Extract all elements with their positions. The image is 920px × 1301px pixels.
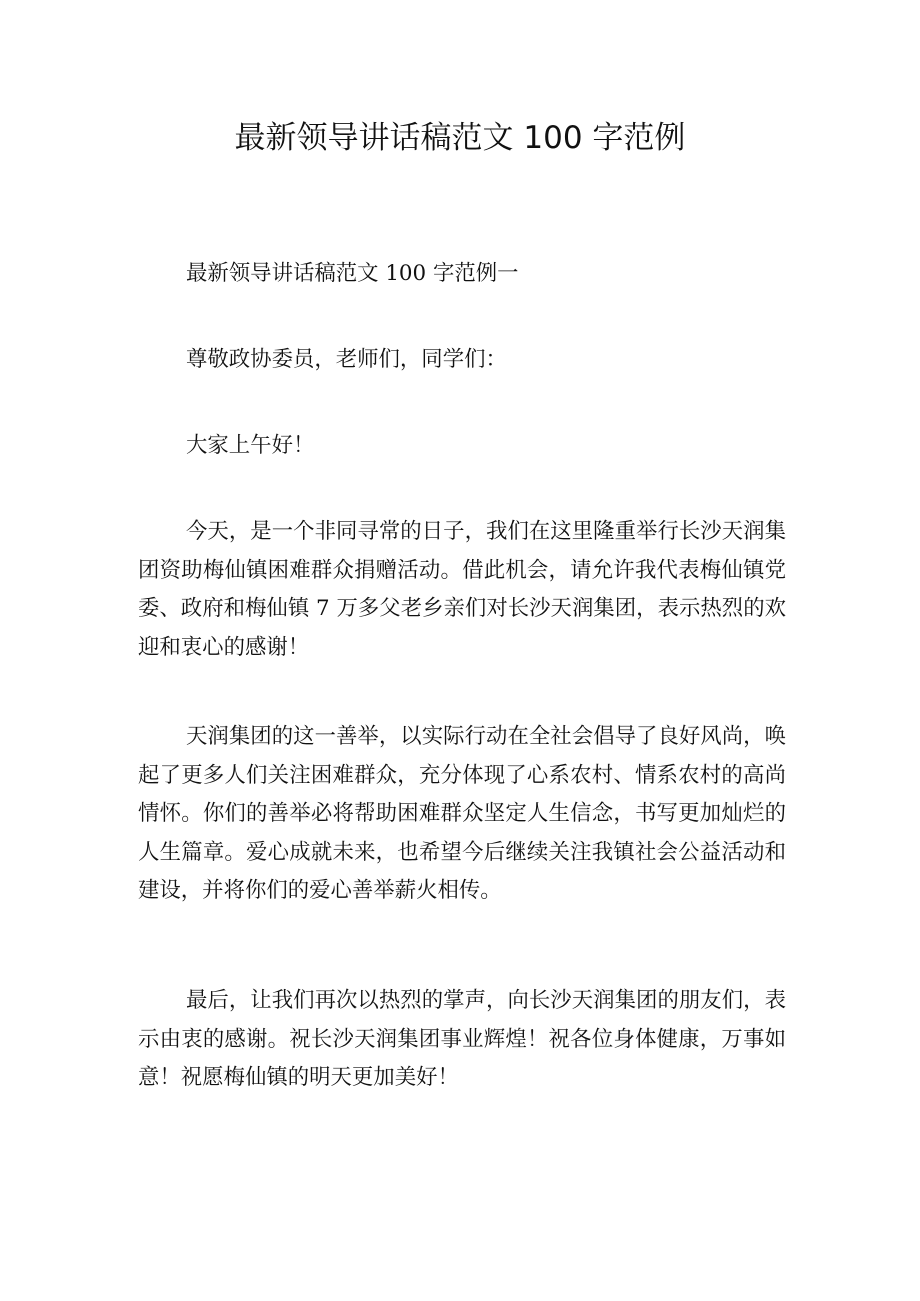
greeting-paragraph: 大家上午好！ xyxy=(186,433,315,458)
salutation-paragraph: 尊敬政协委员，老师们，同学们： xyxy=(186,347,507,372)
body-paragraph-2: 天润集团的这一善举，以实际行动在全社会倡导了良好风尚，唤起了更多人们关注困难群众，充分体现了心系农村、情系农村的高尚情怀。你们的善举必将帮助困难群众坚定人生信念，书写更加灿烂的人生篇章。爱心成就未来，也希望今后继续关注我镇社会公益活动和建设，并将你们的爱心善举薪火相传。 xyxy=(138,724,786,903)
subtitle-paragraph: 最新领导讲话稿范文 100 字范例一 xyxy=(186,261,519,286)
closing-paragraph: 最后，让我们再次以热烈的掌声，向长沙天润集团的朋友们，表示由衷的感谢。祝长沙天润集团事业辉煌！祝各位身体健康，万事如意！祝愿梅仙镇的明天更加美好！ xyxy=(138,988,786,1090)
page-title: 最新领导讲话稿范文 100 字范例 xyxy=(234,120,686,156)
body-paragraph-1: 今天，是一个非同寻常的日子，我们在这里隆重举行长沙天润集团资助梅仙镇困难群众捐赠活动。借此机会，请允许我代表梅仙镇党委、政府和梅仙镇 7 万多父老乡亲们对长沙天润集团，表示热烈的欢迎和衷心的感谢！ xyxy=(138,519,786,660)
